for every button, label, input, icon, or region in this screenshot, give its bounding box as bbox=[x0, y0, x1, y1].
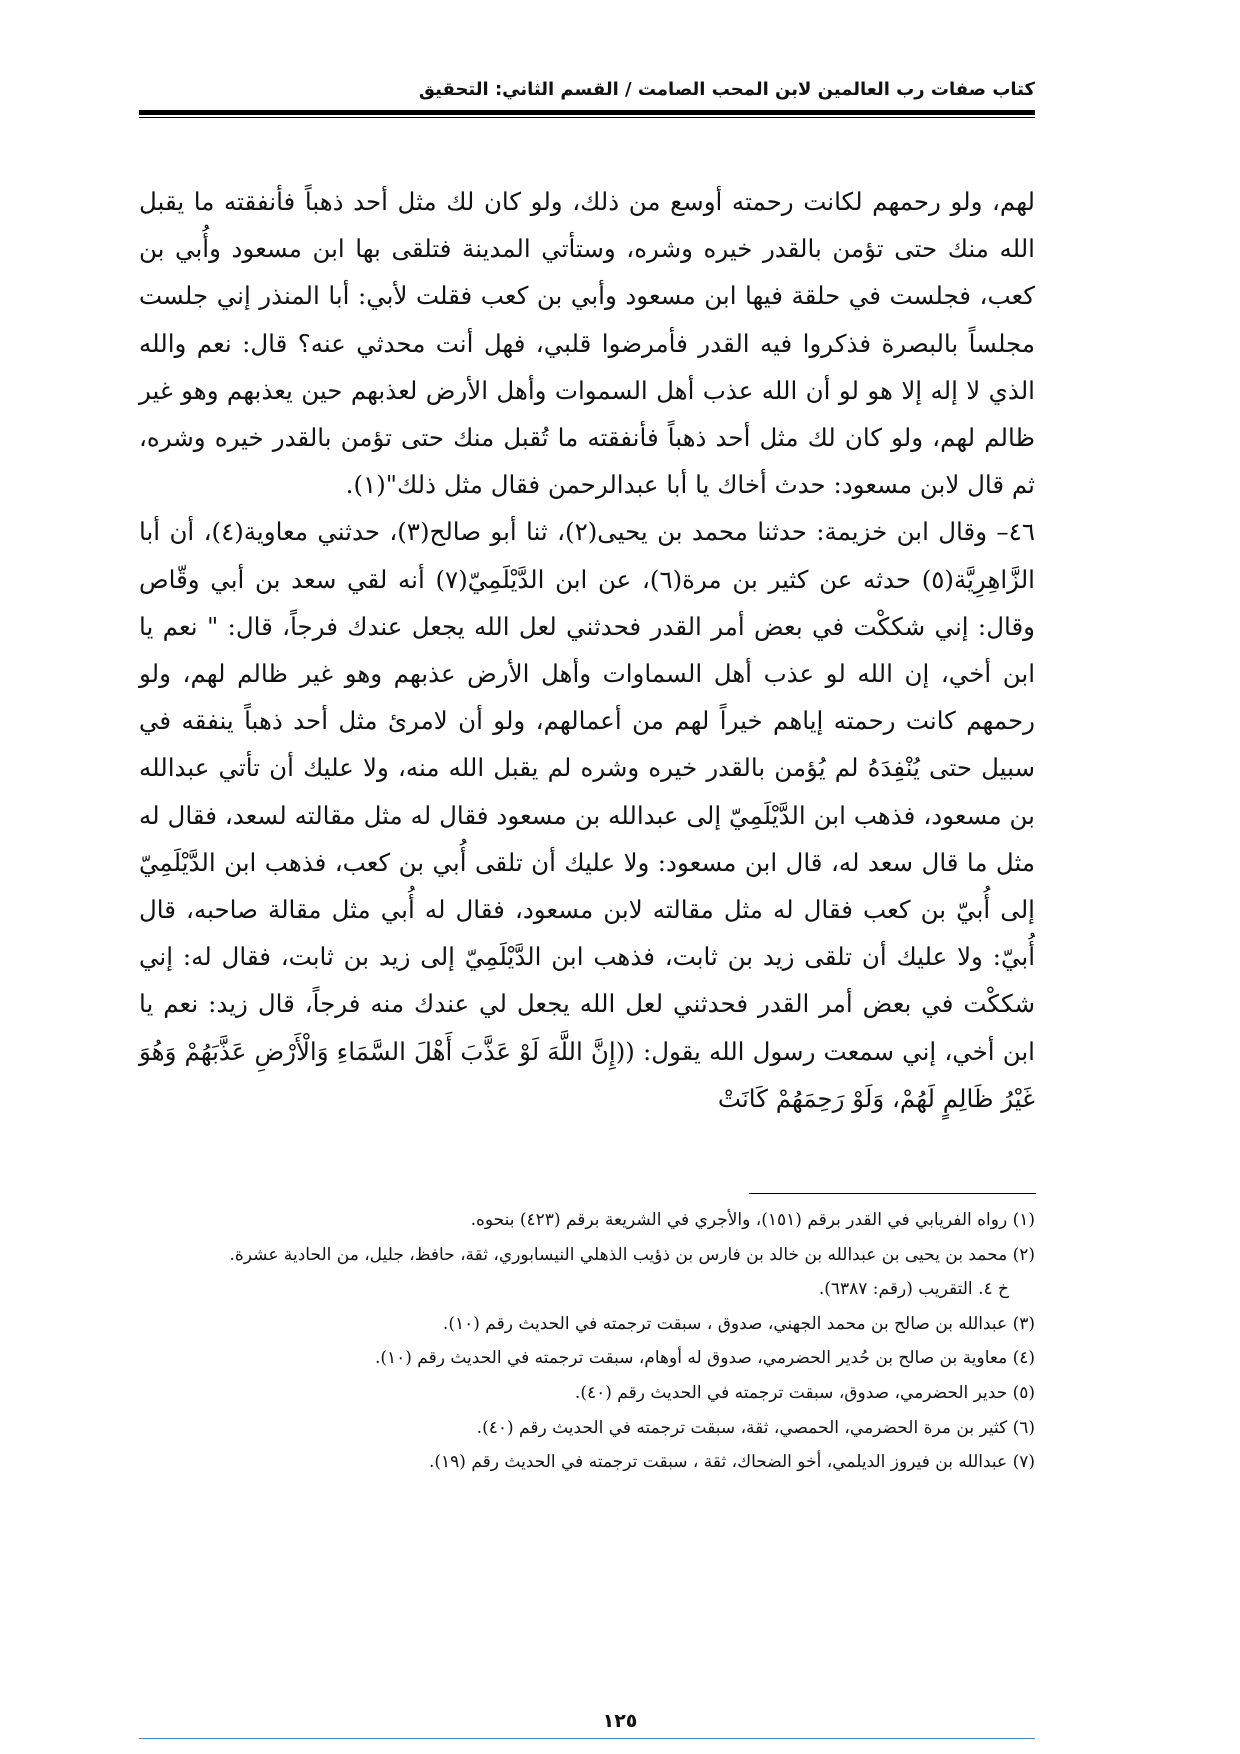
footnotes bbox=[139, 1203, 1035, 1480]
footnote-2: (٢) محمد بن يحيى بن عبدالله بن خالد بن فارس بن ذؤيب الذهلي النيسابوري، ثقة، حافظ، جليل، من الحادية عشرة. bbox=[229, 1244, 1035, 1265]
footnote-4: (٤) معاوية بن صالح بن حُدير الحضرمي، صدوق له أوهام، سبقت ترجمته في الحديث رقم (١٠). bbox=[374, 1348, 1035, 1369]
footnote-7: (٧) عبدالله بن فيروز الديلمي، أخو الضحاك، ثقة ، سبقت ترجمته في الحديث رقم (١٩). bbox=[428, 1452, 1035, 1473]
header-rule bbox=[139, 110, 1035, 115]
footnote-separator bbox=[749, 1193, 1036, 1194]
footnote-5: (٥) حدير الحضرمي، صدوق، سبقت ترجمته في الحديث رقم (٤٠). bbox=[574, 1382, 1035, 1403]
footer-rule bbox=[139, 1738, 1035, 1739]
running-header bbox=[139, 78, 1035, 118]
paragraph-hadith-46: ٤٦– وقال ابن خزيمة: حدثنا محمد بن يحيى(٢)، ثنا أبو صالح(٣)، حدثني معاوية(٤)، أن أبا الزَّاهِرِيَّة(٥) حدثه عن كثير بن مرة(٦)، عن ابن الدَّيْلَمِيّ(٧) أنه لقي سعد بن أبي وقّاص وقال: إني شككْت في بعض أمر القدر فحدثني لعل الله يجعل عندك فرجاً، قال: " نعم يا ابن أخي، إن الله لو عذب أهل السماوات وأهل الأرض عذبهم وهو غير ظالم لهم، ولو رحمهم كانت رحمته إياهم خيراً لهم من أعمالهم، ولو أن لامرئ مثل أحد ذهباً ينفقه في سبيل حتى يُنْفِدَهُ لم يُؤمن بالقدر خيره وشره لم يقبل الله منه، ولا عليك أن تأتي عبدالله بن مسعود، فذهب ابن الدَّيْلَمِيّ إلى عبدالله بن مسعود فقال له مثل مقالته لسعد، فقال له مثل ما قال سعد له، قال ابن مسعود: ولا عليك أن تلقى أُبي بن كعب، فذهب ابن الدَّيْلَمِيّ إلى أُبيّ بن كعب فقال له مثل مقالته لابن مسعود، فقال له أُبي مثل مقالة صاحبه، قال أُبيّ: ولا عليك أن تلقى زيد بن ثابت، فذهب ابن الدَّيْلَمِيّ إلى زيد بن ثابت، فقال له: إني شككْت في بعض أمر القدر فحدثني لعل الله يجعل لي عندك منه فرجاً، قال زيد: نعم يا ابن أخي، إني سمعت رسول الله يقول: ((إِنَّ اللَّهَ لَوْ عَذَّبَ أَهْلَ السَّمَاءِ وَالْأَرْضِ عَذَّبَهُمْ وَهُوَ غَيْرُ ظَالِمٍ لَهُمْ، وَلَوْ رَحِمَهُمْ كَانَتْ bbox=[139, 517, 1035, 1113]
footnote-3: (٣) عبدالله بن صالح بن محمد الجهني، صدوق ، سبقت ترجمته في الحديث رقم (١٠). bbox=[442, 1313, 1035, 1334]
footnote-2-continued: خ ٤. التقريب (رقم: ٦٣٨٧). bbox=[818, 1279, 1009, 1300]
main-text bbox=[139, 178, 1035, 1122]
footnote-1: (١) رواه الفريابي في القدر برقم (١٥١)، والأجري في الشريعة برقم (٤٢٣) بنحوه. bbox=[470, 1210, 1035, 1230]
footnote-6: (٦) كثير بن مرة الحضرمي، الحمصي، ثقة، سبقت ترجمته في الحديث رقم (٤٠). bbox=[476, 1417, 1035, 1438]
paragraph: لهم، ولو رحمهم لكانت رحمته أوسع من ذلك، ولو كان لك مثل أحد ذهباً فأنفقته ما يقبل الله منك حتى تؤمن بالقدر خيره وشره، وستأتي المدينة فتلقى بها ابن مسعود وأُبي بن كعب، فجلست في حلقة فيها ابن مسعود وأبي بن كعب فقلت لأبي: أبا المنذر إني جلست مجلساً بالبصرة فذكروا فيه القدر فأمرضوا قلبي، فهل أنت محدثي عنه؟ قال: نعم والله الذي لا إله إلا هو لو أن الله عذب أهل السموات وأهل الأرض لعذبهم حين يعذبهم وهو غير ظالم لهم، ولو كان لك مثل أحد ذهباً فأنفقته ما تُقبل منك حتى تؤمن بالقدر خيره وشره، ثم قال لابن مسعود: حدث أخاك يا أبا عبدالرحمن فقال مثل ذلك"(١). bbox=[139, 187, 1035, 500]
header-rule-thin bbox=[139, 117, 1035, 118]
page-number: ١٢٥ bbox=[570, 1710, 670, 1732]
book-title: كتاب صفات رب العالمين لابن المحب الصامت / القسم الثاني: التحقيق bbox=[418, 79, 1035, 100]
